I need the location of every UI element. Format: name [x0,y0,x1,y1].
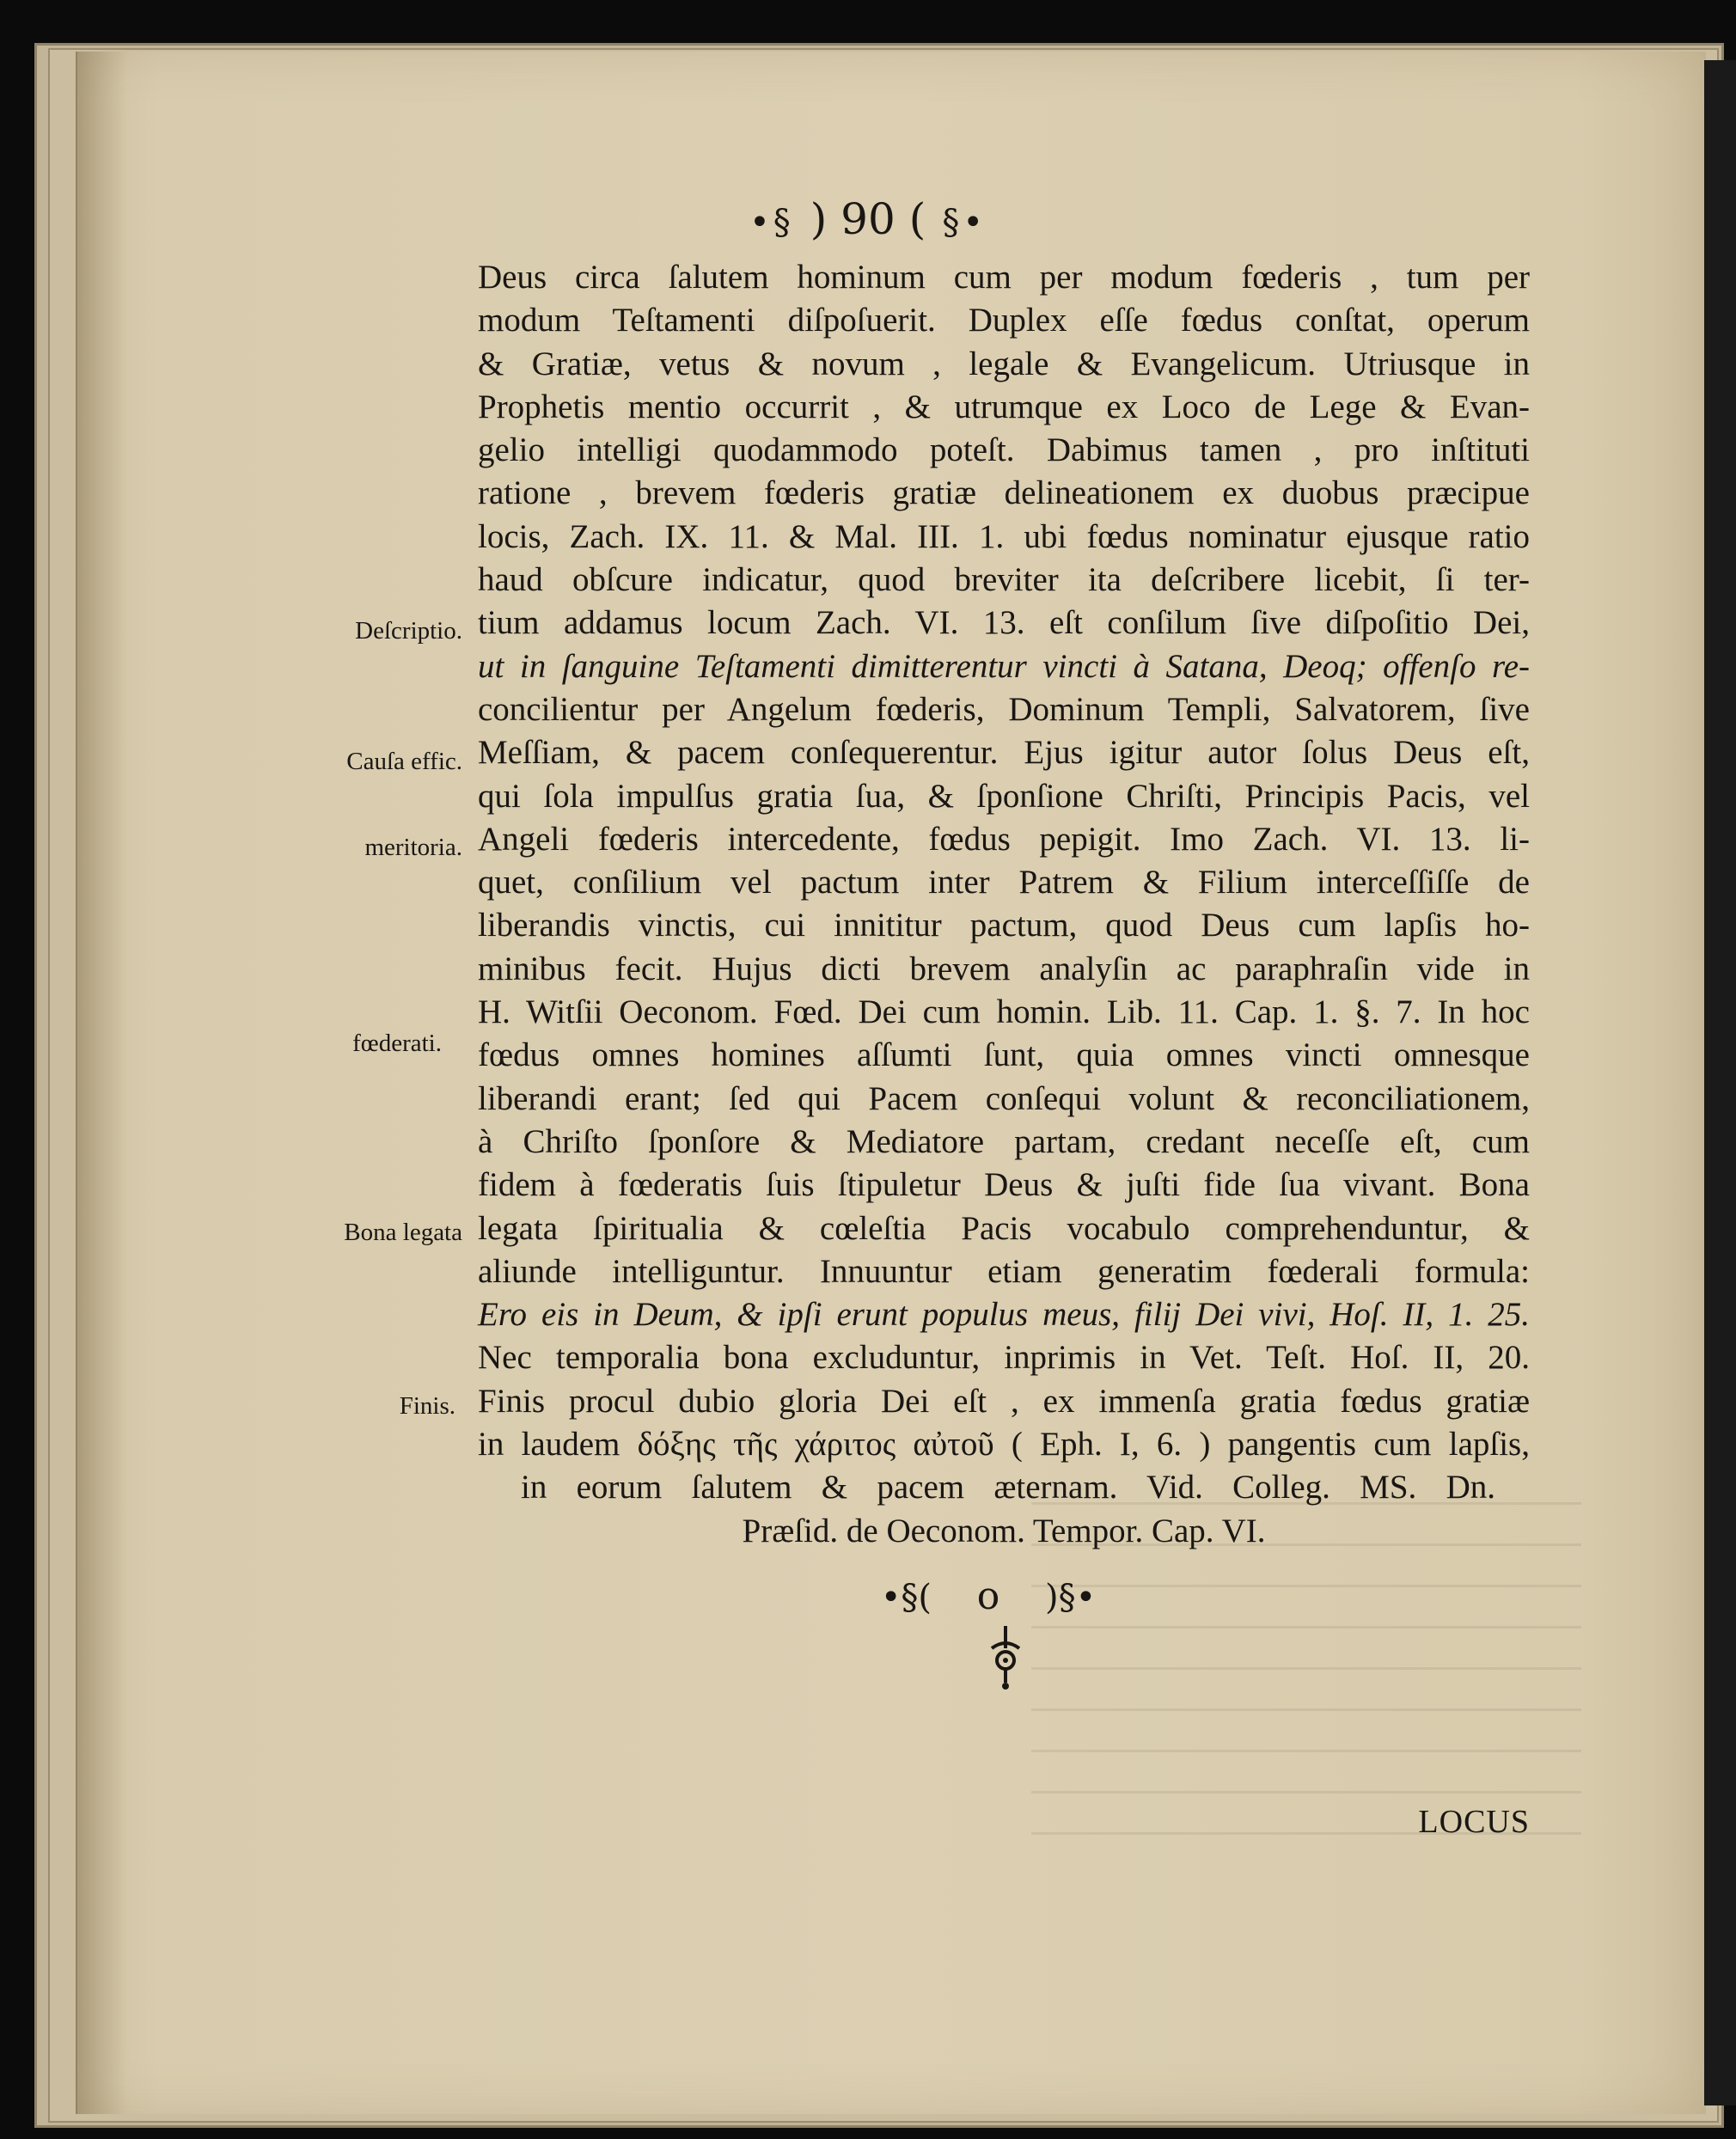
text-line: ut in ſanguine Teſtamenti dimitterentur vincti à Satana, Deoq; offenſo re- [478,647,1530,685]
text-line: tium addamus locum Zach. VI. 13. eſt conſilum ſive diſpoſitio Dei, [478,604,1530,642]
scan-background-edge [1704,60,1736,2105]
text-line: locis, Zach. IX. 11. & Mal. III. 1. ubi fœdus nominatur ejusque ratio [478,517,1530,555]
text-line: quet, conſilium vel pactum inter Patrem & Filium interceſſiſſe de [478,864,1530,901]
text-line: fidem à fœderatis ſuis ſtipuletur Deus & juſti fide ſua vivant. Bona [478,1166,1530,1204]
footer-ornament [859,1574,1117,1618]
binding-shadow [76,52,127,2114]
text-line: Nec temporalia bona excluduntur, inprimis in Vet. Teſt. Hoſ. II, 20. [478,1339,1530,1377]
margin-note-bona-legata: Bona legata [344,1219,462,1246]
header-ornament-right: §• [942,203,987,242]
text-line: liberandi erant; ſed qui Pacem conſequi volunt & reconciliationem, [478,1079,1530,1117]
catchword: LOCUS [1418,1804,1530,1840]
text-line: Prophetis mentio occurrit , & utrumque ex Loco de Lege & Evan- [478,388,1530,425]
text-line: à Chriſto ſponſore & Mediatore partam, credant neceſſe eſt, cum [478,1122,1530,1160]
text-line: in eorum ſalutem & pacem æternam. Vid. Colleg. MS. Dn. [521,1469,1495,1506]
text-line: Ero eis in Deum, & ipſi erunt populus meus, filij Dei vivi, Hoſ. II, 1. 25. [478,1296,1530,1334]
text-line: fœdus omnes homines aſſumti ſunt, quia omnes vincti omnesque [478,1036,1530,1074]
text-line: & Gratiæ, vetus & novum , legale & Evangelicum. Utriusque in [478,345,1530,382]
margin-note-descriptio: Deſcriptio. [355,617,462,645]
text-line: minibus fecit. Hujus dicti brevem analyſin ac paraphraſin vide in [478,950,1530,987]
margin-note-causa-effic: Cauſa effic. [346,748,462,775]
body-text [478,256,1530,1553]
margin-note-meritoria: meritoria. [364,834,462,861]
footer-ornament-left: •§( [880,1578,932,1617]
header-ornament-left: •§ [749,203,794,242]
text-line: liberandis vinctis, cui innititur pactum, quod Deus cum lapſis ho- [478,907,1530,944]
text-line: Meſſiam, & pacem conſequerentur. Ejus igitur autor ſolus Deus eſt, [478,734,1530,772]
text-line: aliunde intelliguntur. Innuuntur etiam generatim fœderali formula: [478,1252,1530,1290]
page-number: ) 90 ( [810,194,926,244]
text-line: Finis procul dubio gloria Dei eſt , ex immenſa gratia fœdus gratiæ [478,1382,1530,1420]
text-line: ratione , brevem fœderis gratiæ delineationem ex duobus præcipue [478,474,1530,512]
text-line: in laudem δόξης τῆς χάριτος αὐτοῦ ( Eph. I, 6. ) pangentis cum lapſis, [478,1426,1530,1464]
running-header [0,194,1736,244]
text-line: Præſid. de Oeconom. Tempor. Cap. VI. [742,1512,1266,1549]
text-line: concilientur per Angelum fœderis, Dominum Templi, Salvatorem, ſive [478,690,1530,728]
margin-note-finis: Finis. [399,1392,455,1420]
text-line: H. Witſii Oeconom. Fœd. Dei cum homin. Lib. 11. Cap. 1. §. 7. In hoc [478,993,1530,1031]
text-line: modum Teſtamenti diſpoſuerit. Duplex eſſe fœdus conſtat, operum [478,302,1530,339]
text-line: Deus circa ſalutem hominum cum per modum fœderis , tum per [478,259,1530,296]
text-line: legata ſpiritualia & cœleſtia Pacis vocabulo comprehenduntur, & [478,1209,1530,1247]
margin-note-foederati: fœderati. [352,1030,442,1057]
fleuron-icon [980,1623,1031,1691]
text-line: haud obſcure indicatur, quod breviter ita deſcribere licebit, ſi ter- [478,561,1530,599]
footer-ornament-mid: o [976,1574,1000,1618]
text-line: Angeli fœderis intercedente, fœdus pepigit. Imo Zach. VI. 13. li- [478,820,1530,858]
text-line: qui ſola impulſus gratia ſua, & ſponſione Chriſti, Principis Pacis, vel [478,777,1530,815]
text-line: gelio intelligi quodammodo poteſt. Dabimus tamen , pro inſtituti [478,431,1530,469]
footer-ornament-right: )§• [1044,1578,1097,1617]
